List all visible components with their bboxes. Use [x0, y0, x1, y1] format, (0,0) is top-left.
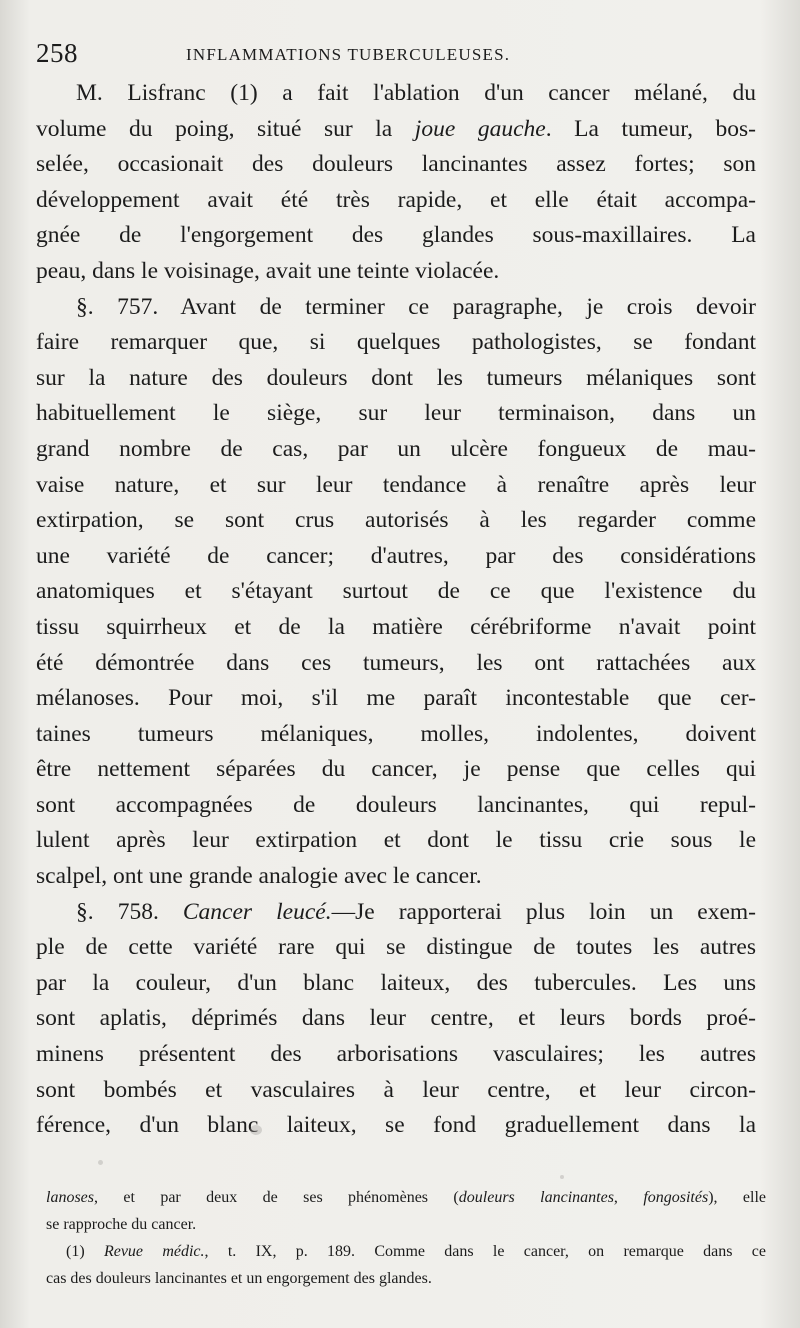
text-line: sont bombés et vasculaires à leur centre, et leur circon-	[36, 1076, 756, 1103]
text-line: M. Lisfranc (1) a fait l'ablation d'un cancer mélané, du	[76, 80, 756, 106]
text-line: une variété de cancer; d'autres, par des considérations	[36, 542, 756, 569]
text-line: selée, occasionait des douleurs lancinantes assez fortes; son	[36, 151, 756, 178]
text-line: ple de cette variété rare qui se distingue de toutes les autres	[36, 934, 756, 961]
text-line: grand nombre de cas, par un ulcère fongueux de mau-	[36, 435, 756, 462]
text-run: (1)	[66, 1243, 104, 1260]
paper-blemish	[250, 1125, 262, 1135]
text-line: anatomiques et s'étayant surtout de ce que l'existence du	[36, 578, 756, 605]
text-line: scalpel, ont une grande analogie avec le cancer.	[36, 863, 482, 890]
text-line: gnée de l'engorgement des glandes sous-maxillaires. La	[36, 222, 756, 249]
page-header	[36, 38, 756, 68]
paper-blemish	[98, 1160, 103, 1165]
text-line: été démontrée dans ces tumeurs, les ont rattachées aux	[36, 649, 756, 676]
text-line: peau, dans le voisinage, avait une teinte violacée.	[36, 257, 500, 284]
text-line: sur la nature des douleurs dont les tumeurs mélaniques sont	[36, 364, 756, 391]
text-run: ), elle	[708, 1189, 766, 1206]
text-run: volume du poing, situé sur la	[36, 115, 415, 142]
text-line	[36, 895, 756, 931]
text-line: être nettement séparées du cancer, je pense que celles qui	[36, 756, 756, 783]
italic-run: Revue médic.	[103, 1243, 205, 1260]
text-line: minens présentent des arborisations vasculaires; les autres	[36, 1041, 756, 1068]
italic-run: douleurs lancinantes	[458, 1189, 614, 1206]
text-line	[36, 112, 756, 148]
text-line: lulent après leur extirpation et dont le tissu crie sous le	[36, 827, 756, 854]
text-line: habituellement le siège, sur leur terminaison, dans un	[36, 400, 756, 427]
text-line: tissu squirrheux et de la matière cérébriforme n'avait point	[36, 613, 756, 640]
italic-run: fongosités	[643, 1189, 709, 1206]
italic-run: lanoses	[46, 1189, 94, 1206]
text-line: taines tumeurs mélaniques, molles, indolentes, doivent	[36, 720, 756, 747]
text-line: mélanoses. Pour moi, s'il me paraît incontestable que cer-	[36, 685, 756, 712]
text-line: développement avait été très rapide, et elle était accompa-	[36, 186, 756, 213]
text-line: sont aplatis, déprimés dans leur centre, et leurs bords proé-	[36, 1005, 756, 1032]
text-line: vaise nature, et sur leur tendance à renaître après leur	[36, 471, 756, 498]
text-line: faire remarquer que, si quelques pathologistes, se fondant	[36, 329, 756, 356]
text-run: §. 758.	[76, 898, 183, 925]
italic-run: joue gauche	[414, 115, 546, 142]
footnote-line	[46, 1184, 766, 1211]
italic-run: Cancer leucé.	[182, 898, 332, 925]
text-line: par la couleur, d'un blanc laiteux, des tubercules. Les uns	[36, 969, 756, 996]
running-head: INFLAMMATIONS TUBERCULEUSES.	[186, 45, 511, 64]
text-run: ,	[613, 1189, 644, 1206]
page-number: 258	[36, 38, 78, 68]
footnotes	[46, 1184, 766, 1292]
text-line: sont accompagnées de douleurs lancinantes, qui repul-	[36, 791, 756, 818]
footnote-line: cas des douleurs lancinantes et un engorgement des glandes.	[46, 1270, 432, 1287]
footnote-line: se rapproche du cancer.	[46, 1216, 197, 1233]
text-run: , et par deux de ses phénomènes (	[94, 1189, 459, 1206]
text-line: férence, d'un blanc laiteux, se fond graduellement dans la	[36, 1112, 756, 1139]
text-run: . La tumeur, bos-	[545, 115, 756, 142]
paper-blemish	[560, 1175, 564, 1179]
text-run: , t. IX, p. 189. Comme dans le cancer, on remarque dans ce	[204, 1243, 766, 1260]
text-line: §. 757. Avant de terminer ce paragraphe, je crois devoir	[76, 293, 756, 320]
footnote-line	[46, 1238, 766, 1265]
main-text	[36, 76, 756, 1144]
text-line: extirpation, se sont crus autorisés à les regarder comme	[36, 507, 756, 534]
text-run: —Je rapporterai plus loin un exem-	[331, 898, 756, 925]
